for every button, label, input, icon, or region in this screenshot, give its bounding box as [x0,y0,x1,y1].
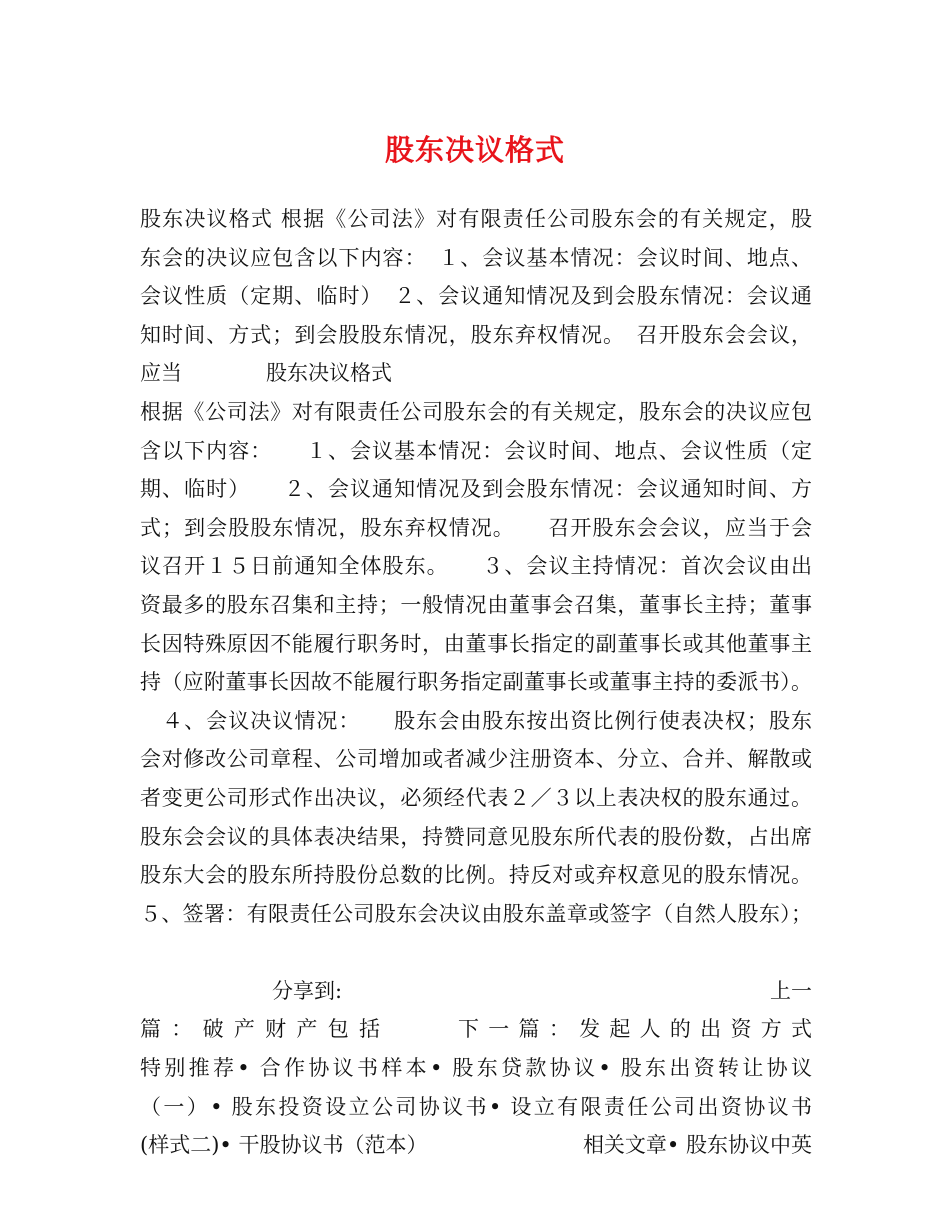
document-title: 股东决议格式 [384,133,565,167]
paragraph-line: 东会的决议应包含以下内容： １、会议基本情况：会议时间、地点、 [140,245,812,270]
paragraph-line: 期、临时） ２、会议通知情况及到会股东情况：会议通知时间、方 [140,477,812,502]
recommend-link[interactable]: (样式二)• 干股协议书（范本） [140,1133,428,1158]
share-row [140,972,812,1011]
paragraph-line: 应当 股东决议格式 [140,361,392,386]
paragraph-line: 股东大会的股东所持股份总数的比例。持反对或弃权意见的股东情况。 [140,863,812,888]
paragraph-line: 含以下内容： １、会议基本情况：会议时间、地点、会议性质（定 [140,438,812,463]
paragraph-line: 资最多的股东召集和主持；一般情况由董事会召集，董事长主持；董事 [140,592,812,617]
next-article-link[interactable]: 下一篇：发起人的出资方式 [458,1017,812,1042]
document-body [140,200,812,1165]
prev-article-prefix[interactable]: 上一 [770,978,812,1003]
related-articles-link[interactable]: 相关文章• 股东协议中英 [582,1133,812,1158]
paragraph-line: 知时间、方式；到会股股东情况，股东弃权情况。 召开股东会会议， [140,322,812,347]
section-gap [140,933,812,972]
paragraph-line: 股东决议格式 根据《公司法》对有限责任公司股东会的有关规定，股 [140,207,812,231]
article-nav-row [140,1010,812,1049]
paragraph-line: ４、会议决议情况： 股东会由股东按出资比例行使表决权；股东 [140,708,812,733]
paragraph-line: ５、签署：有限责任公司股东会决议由股东盖章或签字（自然人股东）； [140,901,812,926]
prev-article-link[interactable]: 篇：破产财产包括 [140,1017,380,1042]
paragraph-line: 式；到会股股东情况，股东弃权情况。 召开股东会会议，应当于会 [140,515,812,540]
paragraph-line: 会议性质（定期、临时） ２、会议通知情况及到会股东情况：会议通 [140,284,812,309]
recommend-line[interactable]: 特别推荐• 合作协议书样本• 股东贷款协议• 股东出资转让协议 [140,1056,812,1081]
recommend-line[interactable]: （一）• 股东投资设立公司协议书• 设立有限责任公司出资协议书 [140,1094,812,1119]
paragraph-line: 持（应附董事长因故不能履行职务指定副董事长或董事主持的委派书）。 [140,670,812,695]
paragraph-line: 根据《公司法》对有限责任公司股东会的有关规定，股东会的决议应包 [140,399,812,424]
paragraph-line: 议召开１５日前通知全体股东。 ３、会议主持情况：首次会议由出 [140,554,812,579]
share-label: 分享到: [272,978,343,1003]
recommend-last-row [140,1126,812,1165]
paragraph-line: 会对修改公司章程、公司增加或者减少注册资本、分立、合并、解散或 [140,747,812,772]
paragraph-line: 股东会会议的具体表决结果，持赞同意见股东所代表的股份数，占出席 [140,824,812,849]
paragraph-line: 者变更公司形式作出决议，必须经代表２／３以上表决权的股东通过。 [140,785,812,810]
paragraph-line: 长因特殊原因不能履行职务时，由董事长指定的副董事长或其他董事主 [140,631,812,656]
